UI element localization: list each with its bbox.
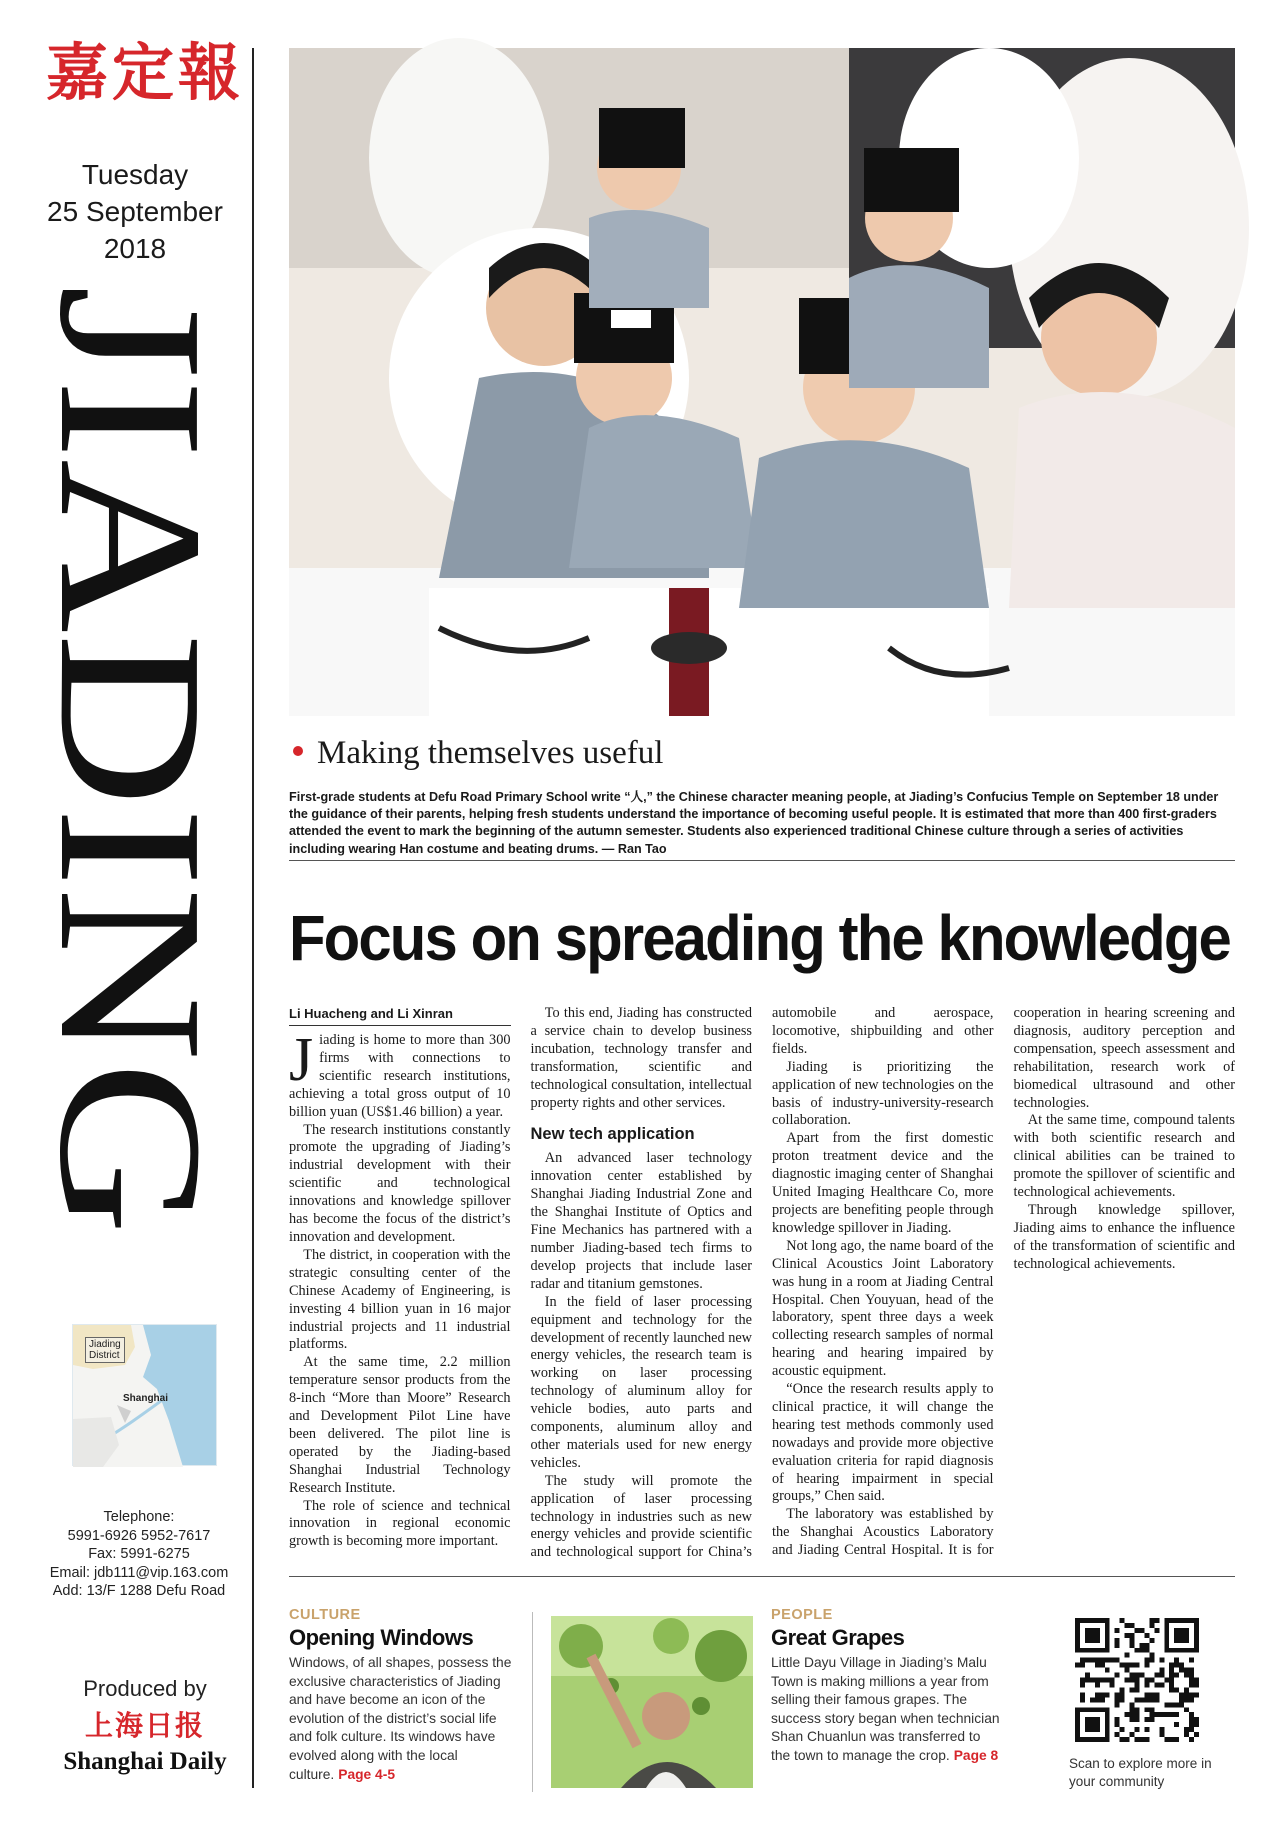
- photo-headline: [293, 733, 1233, 773]
- vertical-masthead-text: JIADING: [17, 285, 246, 1098]
- article-paragraph: The laboratory was established by the Shanghai Acoustics Laboratory and Jiading Central Hospital. It is for cooperation in hearing screening and diagnosis, auditory perception and compensation, speech assessment and rehabilitation, research work of biomedical ultrasound and other technologies.: [772, 1005, 1235, 1559]
- article-paragraph: The study will promote the application of laser processing technology in industries such as new energy vehicles and provide scientific and technological support for China’s automobile and aerospace, locomotive, shipbuilding and other fields.: [530, 1005, 994, 1561]
- rail-divider: [252, 48, 254, 1788]
- article-paragraph: An advanced laser technology innovation center established by Shanghai Jiading Industrial Zone and the Shanghai Institute of Optics and Fine Mechanics has partnered with a number Jiading-based tech firms to develop projects that include laser radar and titanium gemstones.: [530, 1150, 752, 1292]
- telephone-numbers: 5991-6926 5952-7617: [67, 1527, 211, 1544]
- article-paragraph: At the same time, 2.2 million temperature sensor products from the 8-inch “More than Moore” Research and Development Pilot Line have been delivered. The pilot line is operated by the Jiading-based Shanghai Industrial Technology Research Institute.: [289, 1354, 511, 1496]
- promo-divider: [532, 1612, 533, 1792]
- article-paragraph: To this end, Jiading has constructed a service chain to develop business incubation, technology transfer and transformation, scientific and technological consultation, intellectual property rights and other services.: [530, 1005, 752, 1111]
- hero-photo: [289, 48, 1235, 716]
- photo-caption: First-grade students at Defu Road Primary School write “人,” the Chinese character meaning people, at Jiading’s Confucius Temple on September 18 under the guidance of their parents, helping fresh students understand the importance of becoming useful people. It is estimated that more than 400 first-graders attended the event to mark the beginning of the autumn semester. Students also experienced traditional Chinese culture through a series of activities including wearing Han costume and beating drums. — Ran Tao: [289, 790, 1219, 856]
- street-address: Add: 13/F 1288 Defu Road: [52, 1583, 226, 1599]
- article-bottom-rule: [289, 1576, 1235, 1577]
- qr-caption: Scan to explore more in your community: [1069, 1756, 1212, 1789]
- promo-culture-page-link[interactable]: Page 4-5: [338, 1766, 396, 1782]
- producer-label: Produced by: [83, 1676, 207, 1701]
- promo-people-kicker: PEOPLE: [771, 1607, 833, 1623]
- article-body: [289, 1005, 1235, 1565]
- producer-chinese-logo: 上海日报: [84, 1709, 205, 1742]
- producer-credit: [40, 1676, 250, 1776]
- qr-code[interactable]: [1075, 1618, 1199, 1742]
- dateline: [20, 156, 250, 267]
- drop-cap: J: [289, 1026, 314, 1094]
- promo-culture-kicker: CULTURE: [289, 1607, 361, 1623]
- left-rail: [0, 0, 250, 1835]
- article-paragraph: In the field of laser processing equipment and technology for the development of recently launched new energy vehicles, the research team is working on laser processing technology of aluminum alloy for vehicle bodies, auto parts and components, aluminum alloy and other materials used for new energy vehicles.: [530, 1293, 753, 1471]
- promo-culture-title[interactable]: Opening Windows: [289, 1625, 474, 1650]
- vertical-masthead-title: [17, 285, 246, 1235]
- promo-culture-body: Windows, of all shapes, possess the exclusive characteristics of Jiading and have become an icon of the evolution of the district’s social life and folk culture. Its windows have evolved along with the local culture. Page 4-5: [289, 1655, 512, 1782]
- red-bullet-icon: [293, 746, 303, 756]
- email-address: Email: jdb111@vip.163.com: [49, 1564, 229, 1581]
- article-byline: Li Huacheng and Li Xinran: [289, 1005, 511, 1026]
- article-paragraph: The role of science and technical innovation in regional economic growth is becoming more important.: [289, 1497, 511, 1550]
- promo-people-title[interactable]: Great Grapes: [771, 1625, 905, 1650]
- dateline-year: 2018: [103, 233, 167, 264]
- caption-rule: [289, 860, 1235, 861]
- fax-number: Fax: 5991-6275: [88, 1546, 190, 1562]
- article-paragraph: Apart from the first domestic proton treatment device and the diagnostic imaging center of Shanghai United Imaging Healthcare Co, more projects are benefiting people through knowledge spillover in Jiading.: [772, 1130, 994, 1236]
- contact-info: [30, 1508, 248, 1601]
- map-city-label: Shanghai: [123, 1393, 169, 1404]
- promo-people-page-link[interactable]: Page 8: [953, 1747, 999, 1763]
- article-lead-paragraph: Jiading is home to more than 300 firms with connections to scientific research institutions, achieving a total gross output of 10 billion yuan (US$1.46 billion) a year.: [289, 1026, 511, 1120]
- promo-culture[interactable]: [289, 1606, 521, 1784]
- article-paragraph: At the same time, compound talents with both scientific research and clinical abilities can be trained to promote the spillover of scientific and technological achievements.: [1013, 1112, 1235, 1201]
- promo-grapes-photo: [551, 1616, 753, 1788]
- district-map: [72, 1324, 217, 1466]
- dateline-day: Tuesday: [81, 159, 189, 190]
- article-subhead: New tech application: [530, 1125, 695, 1144]
- promo-people-body: Little Dayu Village in Jiading’s Malu Town is making millions a year from selling their famous grapes. The success story began when technician Shan Chuanlun was transferred to the town to manage the crop. Page 8: [771, 1655, 1000, 1763]
- producer-english-logo: Shanghai Daily: [63, 1748, 227, 1775]
- article-paragraph: “Once the research results apply to clinical practice, it will change the hearing test methods commonly used nowadays and provide more objective evaluation criteria for rapid diagnosis of hearing impairment in special groups,” Chen said.: [772, 1381, 994, 1505]
- article-paragraph: Jiading is prioritizing the application of new technologies on the basis of industry-university-research collaboration.: [772, 1058, 994, 1129]
- dateline-date: 25 September: [47, 196, 223, 227]
- article-paragraph: The research institutions constantly promote the upgrading of Jiading’s industrial development with their scientific and technological innovations and knowledge spillover has become the focus of the district’s innovation and development.: [289, 1121, 511, 1245]
- article-headline: Focus on spreading the knowledge: [289, 902, 1230, 974]
- masthead-chinese-name: 嘉定報: [46, 36, 245, 109]
- article-paragraph: Not long ago, the name board of the Clinical Acoustics Joint Laboratory was hung in a room at Jiading Central Hospital. Chen Youyuan, head of the laboratory, spent three days a week collecting research samples of normal hearing and hearing impaired by acoustic equipment.: [772, 1237, 994, 1380]
- promo-people[interactable]: [771, 1606, 1001, 1766]
- photo-headline-text: Making themselves useful: [317, 735, 664, 771]
- article-paragraph: Through knowledge spillover, Jiading aims to enhance the influence of the transformation of scientific and technological achievements.: [1013, 1201, 1235, 1272]
- map-district-label: Jiading District: [85, 1337, 125, 1363]
- article-paragraph: The district, in cooperation with the strategic consulting center of the Chinese Academy of Engineering, is investing 4 billion yuan in 16 major industrial projects and 11 industrial platforms.: [289, 1246, 511, 1353]
- telephone-label: Telephone:: [103, 1509, 175, 1525]
